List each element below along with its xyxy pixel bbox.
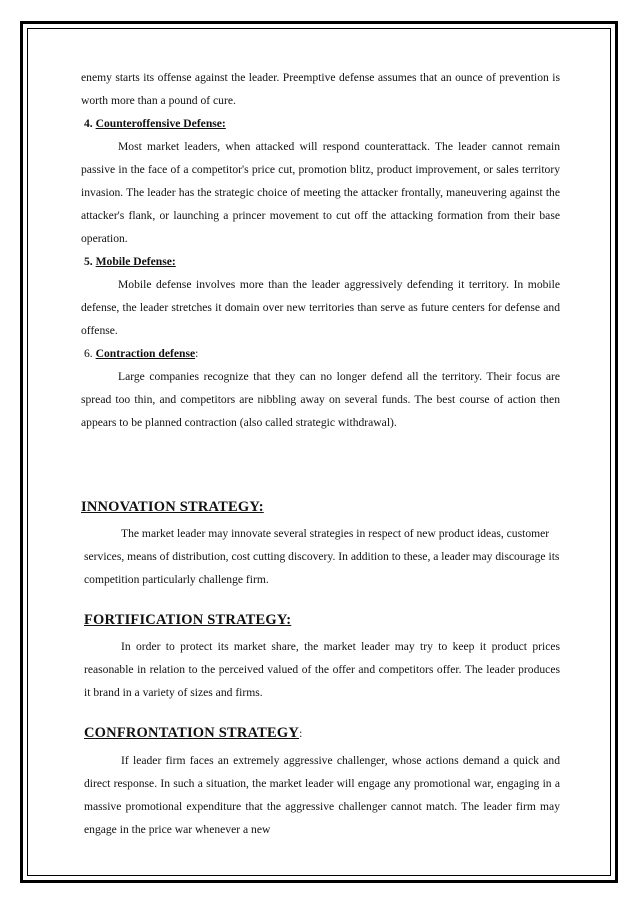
item-body: Large companies recognize that they can no longer defend all the territory. Their focus are spread too thin, and competitors are nibbling away on several funds. The best course of action then appears to be planned contraction (also called strategic withdrawal).	[81, 370, 560, 429]
item-body: Most market leaders, when attacked will respond counterattack. The leader cannot remain passive in the face of a competitor's price cut, promotion blitz, product improvement, or sales territory invasion. The leader has the strategic choice of meeting the attacker frontally, maneuvering against the attacker's flank, or launching a princer movement to cut off the attacking formation from their base operation.	[81, 140, 560, 245]
innovation-strategy-heading: INNOVATION STRATEGY:	[81, 499, 264, 515]
item-title: Counteroffensive Defense:	[95, 117, 226, 130]
innovation-strategy-body: The market leader may innovate several strategies in respect of new product ideas, customer services, means of distribution, cost cutting discovery. In addition to these, a leader may discourage its competition particularly challenge firm.	[84, 527, 560, 586]
document-page	[81, 66, 560, 841]
item-body: Mobile defense involves more than the leader aggressively defending it territory. In mobile defense, the leader stretches it domain over new territories than serve as future centers for defense and offense.	[81, 278, 560, 337]
item-counteroffensive-defense	[81, 112, 560, 135]
item-title: Contraction defense	[95, 347, 196, 360]
confrontation-strategy-heading: CONFRONTATION STRATEGY	[84, 725, 300, 741]
fortification-strategy-body: In order to protect its market share, the market leader may try to keep it product prices reasonable in relation to the perceived valued of the offer and competitors offer. The leader produces it brand in a variety of sizes and firms.	[84, 640, 560, 699]
item-mobile-defense	[81, 250, 560, 273]
continuation-paragraph: enemy starts its offense against the leader. Preemptive defense assumes that an ounce of prevention is worth more than a pound of cure.	[81, 71, 560, 107]
item-number: 6.	[84, 347, 93, 360]
item-number: 5.	[84, 255, 93, 268]
fortification-strategy-heading: FORTIFICATION STRATEGY:	[84, 612, 292, 628]
item-title-suffix: :	[195, 347, 199, 360]
confrontation-strategy-body: If leader firm faces an extremely aggressive challenger, whose actions demand a quick and direct response. In such a situation, the market leader will engage any promotional war, engaging in a massive promotional expenditure that the aggressive challenger cannot match. The leader firm may engage in the price war whenever a new	[84, 754, 560, 836]
confrontation-strategy-heading-line	[81, 722, 560, 745]
confrontation-heading-suffix: :	[299, 727, 303, 740]
item-title: Mobile Defense:	[95, 255, 176, 268]
item-number: 4.	[84, 117, 93, 130]
item-contraction-defense	[81, 342, 560, 365]
